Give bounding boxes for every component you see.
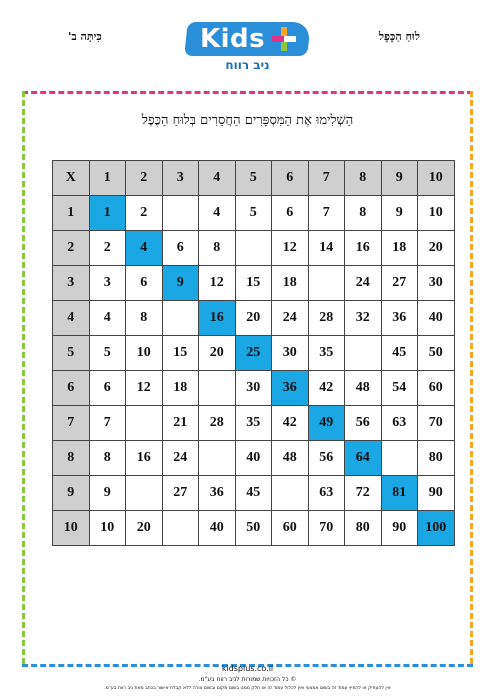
header-cell: 3 <box>162 161 199 196</box>
header-cell: 4 <box>53 301 90 336</box>
header-cell: 3 <box>53 266 90 301</box>
table-cell: 50 <box>235 511 272 546</box>
table-cell: 80 <box>418 441 455 476</box>
table-cell: 21 <box>162 406 199 441</box>
table-row <box>53 371 455 406</box>
header-cell: 10 <box>418 161 455 196</box>
table-cell: 30 <box>272 336 309 371</box>
header-cell: 1 <box>53 196 90 231</box>
table-cell: 42 <box>308 371 345 406</box>
header-cell: 7 <box>53 406 90 441</box>
table-cell: 5 <box>235 196 272 231</box>
table-cell: 80 <box>345 511 382 546</box>
header-cell: 6 <box>53 371 90 406</box>
table-cell: 40 <box>418 301 455 336</box>
blank-answer-cell[interactable] <box>162 511 199 546</box>
table-cell: 1 <box>89 196 126 231</box>
header-cell: 8 <box>53 441 90 476</box>
table-cell: 6 <box>89 371 126 406</box>
table-cell: 10 <box>126 336 163 371</box>
header-cell: 4 <box>199 161 236 196</box>
table-cell: 24 <box>272 301 309 336</box>
multiplication-table <box>52 160 455 546</box>
blank-answer-cell[interactable] <box>162 196 199 231</box>
table-cell: 4 <box>199 196 236 231</box>
table-cell: 25 <box>235 336 272 371</box>
header-cell: 5 <box>53 336 90 371</box>
table-cell: 12 <box>272 231 309 266</box>
blank-answer-cell[interactable] <box>199 441 236 476</box>
table-cell: 27 <box>381 266 418 301</box>
header-cell: 6 <box>272 161 309 196</box>
table-cell: 16 <box>126 441 163 476</box>
table-cell: 9 <box>381 196 418 231</box>
table-cell: 7 <box>89 406 126 441</box>
table-cell: 10 <box>418 196 455 231</box>
header-cell: 10 <box>53 511 90 546</box>
topic-label: לוּחַ הַכֶּפֶל <box>378 30 420 43</box>
table-cell: 36 <box>381 301 418 336</box>
table-cell: 24 <box>162 441 199 476</box>
table-row <box>53 301 455 336</box>
table-cell: 3 <box>89 266 126 301</box>
table-cell: 35 <box>235 406 272 441</box>
header-cell: 8 <box>345 161 382 196</box>
table-cell: 63 <box>308 476 345 511</box>
table-row <box>53 476 455 511</box>
table-cell: 12 <box>126 371 163 406</box>
table-row <box>53 266 455 301</box>
blank-answer-cell[interactable] <box>126 476 163 511</box>
table-cell: 16 <box>345 231 382 266</box>
table-cell: 18 <box>272 266 309 301</box>
table-cell: 60 <box>418 371 455 406</box>
table-cell: 27 <box>162 476 199 511</box>
table-cell: 42 <box>272 406 309 441</box>
table-cell: 2 <box>89 231 126 266</box>
table-cell: 30 <box>418 266 455 301</box>
table-cell: 90 <box>418 476 455 511</box>
table-cell: 20 <box>418 231 455 266</box>
table-cell: 18 <box>162 371 199 406</box>
frame-left-border <box>22 91 25 664</box>
logo-subtitle: ניב רווח <box>225 58 270 72</box>
table-cell: 54 <box>381 371 418 406</box>
table-cell: 36 <box>272 371 309 406</box>
table-cell: 18 <box>381 231 418 266</box>
table-cell: 90 <box>381 511 418 546</box>
table-cell: 15 <box>162 336 199 371</box>
footer-legal: אין להעתיק או להפיץ עמוד זה בשום אמצעי ואין לכלול עמוד זה או חלק ממנו בשום מקום ובשום צורה ללא קבלת אישור בכתב מאת ניב רווח בע"מ. <box>104 686 391 691</box>
frame-top-border <box>22 91 473 94</box>
worksheet-instruction: הַשְׁלִימוּ אֶת הַמִּסְפָּרִים הַחֲסֵרִים בְּלוּחַ הַכֶּפֶל <box>141 113 354 128</box>
table-cell: 6 <box>272 196 309 231</box>
footer-copyright: © כל הזכויות שמורות לניב רווח בע"מ. <box>198 676 297 683</box>
table-cell: 8 <box>199 231 236 266</box>
table-row <box>53 441 455 476</box>
header-cell: 5 <box>235 161 272 196</box>
table-cell: 48 <box>272 441 309 476</box>
table-cell: 49 <box>308 406 345 441</box>
table-cell: 14 <box>308 231 345 266</box>
table-cell: 72 <box>345 476 382 511</box>
table-cell: 2 <box>126 196 163 231</box>
blank-answer-cell[interactable] <box>381 441 418 476</box>
grade-label: כִּיתָּה ב' <box>68 30 102 43</box>
logo-word: Kids <box>200 24 266 54</box>
table-cell: 70 <box>418 406 455 441</box>
blank-answer-cell[interactable] <box>126 406 163 441</box>
blank-answer-cell[interactable] <box>235 231 272 266</box>
table-cell: 6 <box>126 266 163 301</box>
blank-answer-cell[interactable] <box>345 336 382 371</box>
table-row <box>53 406 455 441</box>
table-cell: 8 <box>89 441 126 476</box>
header-cell: 7 <box>308 161 345 196</box>
table-cell: 15 <box>235 266 272 301</box>
frame-right-border <box>470 91 473 664</box>
table-cell: 70 <box>308 511 345 546</box>
header-cell: X <box>53 161 90 196</box>
table-row <box>53 336 455 371</box>
table-cell: 24 <box>345 266 382 301</box>
table-cell: 9 <box>89 476 126 511</box>
table-cell: 8 <box>345 196 382 231</box>
table-cell: 81 <box>381 476 418 511</box>
table-cell: 100 <box>418 511 455 546</box>
table-cell: 4 <box>89 301 126 336</box>
table-cell: 8 <box>126 301 163 336</box>
blank-answer-cell[interactable] <box>272 476 309 511</box>
header-cell: 2 <box>126 161 163 196</box>
kids-logo <box>186 22 309 72</box>
footer-url: kidsplus.co.il <box>221 664 274 673</box>
table-cell: 9 <box>162 266 199 301</box>
table-cell: 6 <box>162 231 199 266</box>
table-cell: 35 <box>308 336 345 371</box>
table-cell: 5 <box>89 336 126 371</box>
blank-answer-cell[interactable] <box>199 371 236 406</box>
header-cell: 1 <box>89 161 126 196</box>
table-row <box>53 231 455 266</box>
header-cell: 2 <box>53 231 90 266</box>
table-cell: 20 <box>235 301 272 336</box>
table-cell: 50 <box>418 336 455 371</box>
table-cell: 20 <box>199 336 236 371</box>
table-cell: 12 <box>199 266 236 301</box>
table-cell: 30 <box>235 371 272 406</box>
header-cell: 9 <box>53 476 90 511</box>
table-cell: 48 <box>345 371 382 406</box>
table-cell: 40 <box>235 441 272 476</box>
table-cell: 45 <box>235 476 272 511</box>
table-row <box>53 511 455 546</box>
table-cell: 60 <box>272 511 309 546</box>
table-cell: 4 <box>126 231 163 266</box>
table-cell: 64 <box>345 441 382 476</box>
table-row <box>53 161 455 196</box>
blank-answer-cell[interactable] <box>308 266 345 301</box>
table-cell: 40 <box>199 511 236 546</box>
table-cell: 16 <box>199 301 236 336</box>
plus-logo-icon <box>272 27 296 51</box>
table-cell: 7 <box>308 196 345 231</box>
table-cell: 36 <box>199 476 236 511</box>
table-cell: 10 <box>89 511 126 546</box>
table-cell: 28 <box>308 301 345 336</box>
table-cell: 63 <box>381 406 418 441</box>
table-cell: 56 <box>308 441 345 476</box>
table-cell: 28 <box>199 406 236 441</box>
header-cell: 9 <box>381 161 418 196</box>
table-cell: 20 <box>126 511 163 546</box>
table-row <box>53 196 455 231</box>
table-cell: 56 <box>345 406 382 441</box>
blank-answer-cell[interactable] <box>162 301 199 336</box>
table-cell: 45 <box>381 336 418 371</box>
table-cell: 32 <box>345 301 382 336</box>
